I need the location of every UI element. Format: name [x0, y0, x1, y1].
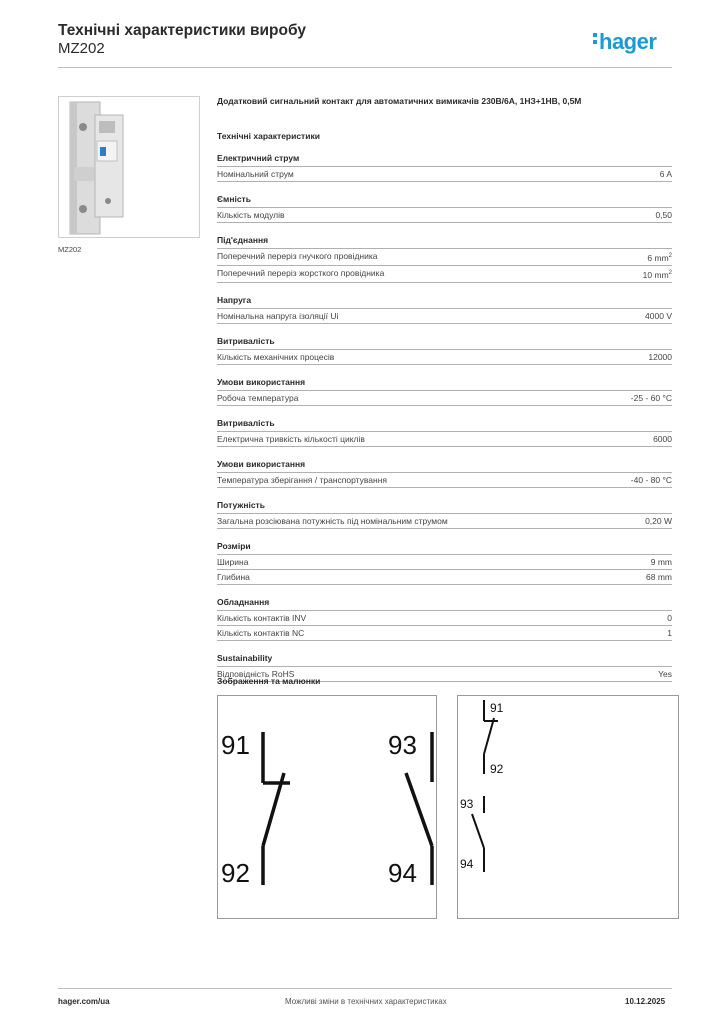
- spec-section: [217, 376, 672, 406]
- spec-section-title: Під'єднання: [217, 234, 672, 249]
- contact-diagram-small: [457, 695, 679, 919]
- footer-date: 10.12.2025: [625, 997, 666, 1006]
- spec-row: [217, 249, 672, 266]
- spec-row: [217, 432, 672, 447]
- header-divider: [58, 67, 672, 68]
- terminal-label: 92: [490, 762, 504, 776]
- spec-value: [647, 250, 672, 265]
- spec-value: [646, 571, 672, 584]
- spec-row: [217, 350, 672, 365]
- spec-value: [643, 267, 672, 282]
- spec-section-title: Умови використання: [217, 458, 672, 473]
- spec-row: [217, 391, 672, 406]
- spec-value-text: 4000 V: [645, 310, 672, 321]
- spec-value: [631, 392, 672, 405]
- spec-value: [655, 209, 672, 222]
- spec-section-title: Електричний струм: [217, 152, 672, 167]
- contact-diagram-large: [217, 695, 437, 919]
- spec-section: [217, 499, 672, 529]
- spec-label: Номінальний струм: [217, 169, 294, 179]
- spec-section: [217, 596, 672, 641]
- terminal-label: 93: [388, 730, 417, 760]
- footer-disclaimer: Можливі зміни в технічних характеристиках: [285, 997, 447, 1006]
- hager-logo: hager: [593, 29, 656, 55]
- terminal-label: 91: [221, 730, 250, 760]
- spec-section-title: Потужність: [217, 499, 672, 514]
- spec-section: [217, 294, 672, 324]
- spec-row: [217, 309, 672, 324]
- spec-row: [217, 555, 672, 570]
- spec-content: [217, 96, 672, 682]
- spec-label: Номінальна напруга ізоляції Ui: [217, 310, 339, 321]
- images-heading: Зображення та малюнки: [217, 676, 321, 686]
- terminal-label: 94: [460, 857, 474, 871]
- footer-divider: [58, 988, 672, 989]
- spec-value-text: 68 mm: [646, 571, 672, 582]
- spec-row: [217, 266, 672, 283]
- spec-section-title: Ємність: [217, 193, 672, 208]
- spec-value-text: -40 - 80 °C: [630, 474, 672, 485]
- spec-value-text: 10 mm: [642, 269, 669, 280]
- specs-heading: Технічні характеристики: [217, 131, 320, 141]
- spec-row: [217, 167, 672, 182]
- spec-value: [651, 556, 672, 569]
- spec-value-text: -25 - 60 °C: [630, 392, 672, 403]
- spec-section-title: Обладнання: [217, 596, 672, 611]
- terminal-label: 91: [490, 701, 504, 715]
- spec-label: Загальна розсіювана потужність під номінальним струмом: [217, 515, 448, 526]
- spec-value-text: 9 mm: [650, 556, 672, 567]
- spec-value-text: 6 A: [659, 169, 672, 179]
- spec-section: [217, 152, 672, 182]
- spec-section-title: Sustainability: [217, 652, 672, 667]
- spec-section: [217, 193, 672, 223]
- terminal-label: 92: [221, 858, 250, 888]
- logo-dots-icon: [593, 30, 597, 47]
- spec-section-title: Розміри: [217, 540, 672, 555]
- spec-value: [631, 474, 672, 487]
- spec-label: Кількість модулів: [217, 210, 285, 220]
- spec-section-title: Умови використання: [217, 376, 672, 391]
- spec-value: [648, 351, 672, 364]
- spec-section: [217, 417, 672, 447]
- spec-label: Кількість контактів INV: [217, 612, 307, 623]
- spec-label: Поперечний переріз жорсткого провідника: [217, 267, 385, 278]
- spec-label: Глибина: [217, 571, 250, 582]
- product-description: Додатковий сигнальний контакт для автоматичних вимикачів 230В/6А, 1НЗ+1НВ, 0,5М: [217, 96, 582, 106]
- spec-label: Відповідність RoHS: [217, 668, 295, 679]
- spec-label: Ширина: [217, 556, 249, 567]
- spec-value-text: 6 mm: [647, 252, 669, 263]
- terminal-label: 94: [388, 858, 417, 888]
- product-image-caption: MZ202: [58, 245, 82, 254]
- spec-row: [217, 570, 672, 585]
- spec-section: [217, 540, 672, 585]
- spec-value: [667, 612, 672, 625]
- spec-row: [217, 208, 672, 223]
- spec-value: [660, 168, 672, 181]
- spec-label: Поперечний переріз гнучкого провідника: [217, 251, 378, 261]
- spec-label: Температура зберігання / транспортування: [217, 474, 388, 485]
- spec-value-superscript: 2: [668, 269, 672, 276]
- spec-section: [217, 458, 672, 488]
- spec-section-title: Витривалість: [217, 417, 672, 432]
- spec-value-text: 0: [667, 612, 672, 623]
- spec-row: [217, 611, 672, 626]
- spec-value-text: 1: [667, 627, 672, 638]
- spec-value-text: 6000: [653, 433, 672, 444]
- spec-sections: [217, 152, 672, 682]
- spec-label: Електрична тривкість кількості циклів: [217, 433, 365, 444]
- footer-website-link[interactable]: hager.com/ua: [58, 997, 110, 1006]
- product-image: [58, 96, 200, 238]
- spec-label: Робоча температура: [217, 392, 299, 403]
- spec-row: [217, 626, 672, 641]
- spec-value-text: Yes: [658, 668, 672, 679]
- spec-label: Кількість контактів NC: [217, 627, 305, 638]
- spec-section-title: Витривалість: [217, 335, 672, 350]
- spec-label: Кількість механічних процесів: [217, 351, 335, 362]
- spec-section: [217, 234, 672, 283]
- page-title: Технічні характеристики виробу: [58, 22, 306, 39]
- terminal-label: 93: [460, 797, 474, 811]
- spec-section-title: Напруга: [217, 294, 672, 309]
- spec-value: [658, 668, 672, 681]
- spec-row: [217, 473, 672, 488]
- spec-value: [645, 310, 672, 323]
- spec-section: [217, 335, 672, 365]
- product-code: MZ202: [58, 40, 105, 57]
- spec-value: [645, 515, 672, 528]
- spec-value: [667, 627, 672, 640]
- spec-row: [217, 514, 672, 529]
- spec-value-text: 12000: [648, 351, 672, 362]
- spec-value-superscript: 2: [668, 253, 672, 259]
- spec-value: [653, 433, 672, 446]
- spec-value-text: 0,50: [655, 210, 672, 220]
- spec-value-text: 0,20 W: [645, 515, 672, 526]
